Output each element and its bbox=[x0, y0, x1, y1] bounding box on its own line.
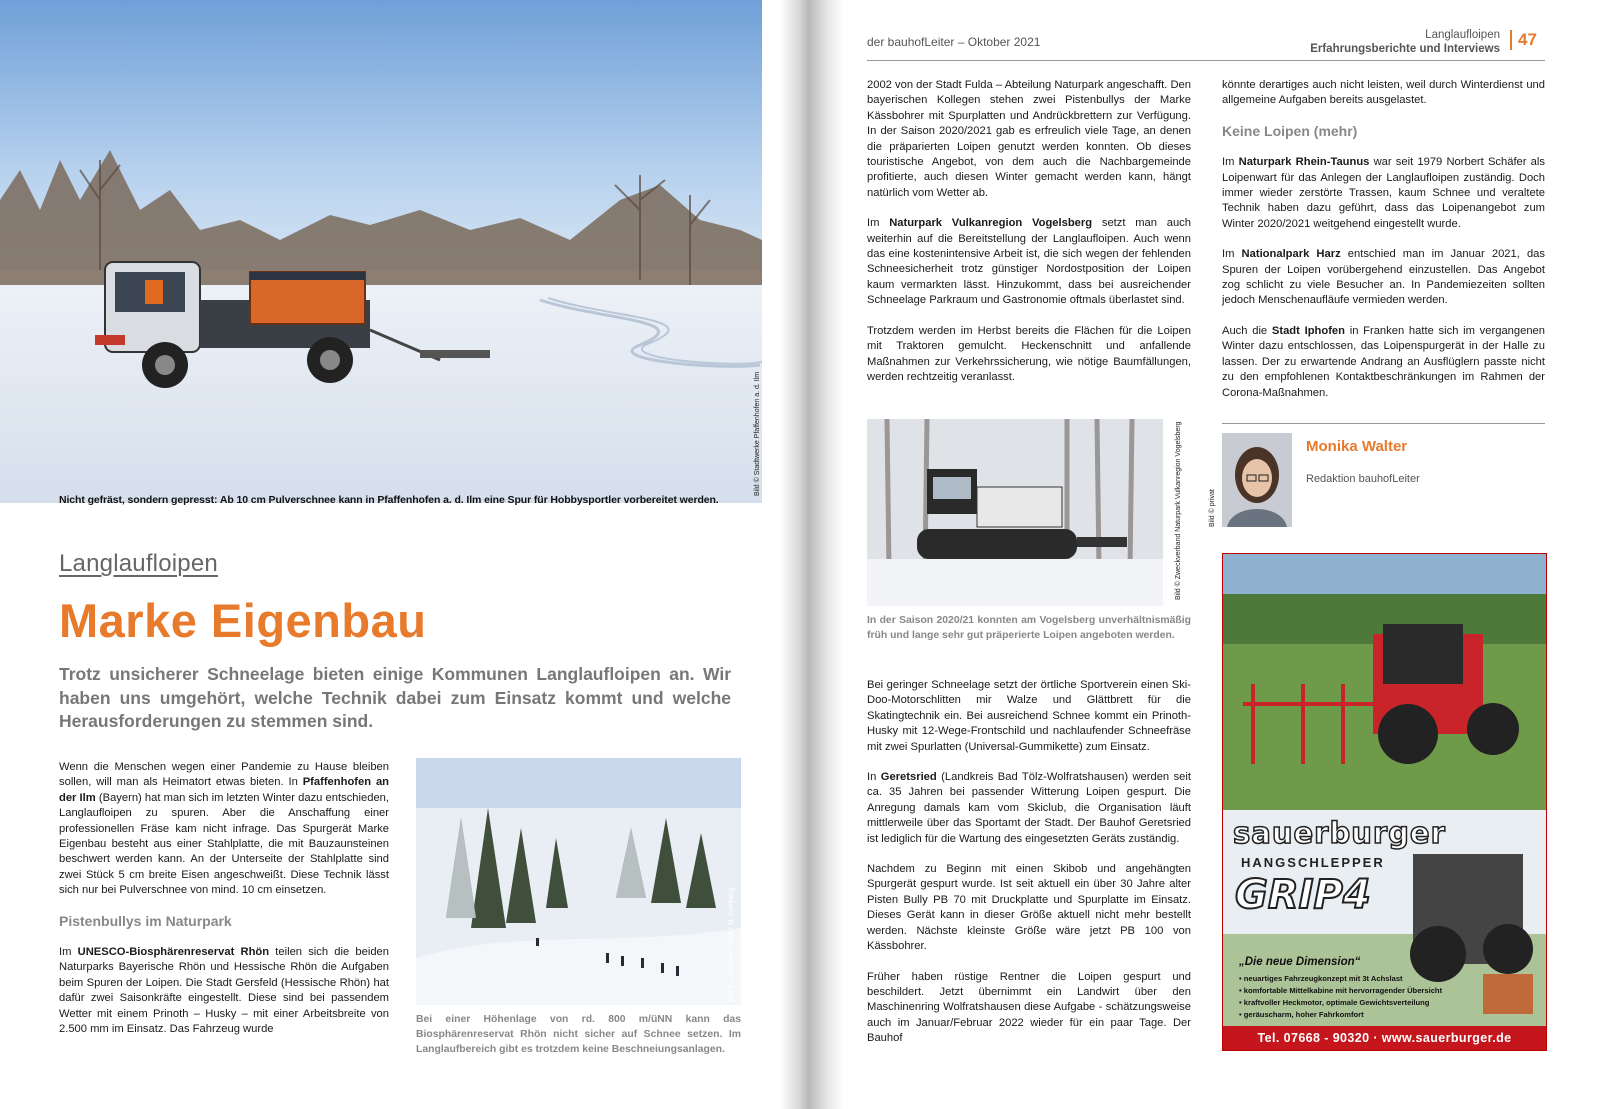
author-credit: Bild © privat bbox=[1209, 489, 1216, 527]
section-title: Langlaufloipen bbox=[1425, 29, 1500, 41]
page-number: 47 bbox=[1510, 30, 1537, 50]
ski-field-photo bbox=[416, 758, 741, 1005]
ad-product: GRIP4 bbox=[1235, 872, 1371, 918]
ad-feature-list bbox=[1239, 973, 1442, 1021]
column-4 bbox=[1222, 78, 1545, 416]
paragraph: Im Naturpark Vulkanregion Vogelsberg setzt man auch weiterhin auf die Bereitstellung der Langlaufloipen. Auch wenn das eine kostenintensive Arbeit ist, die sich wegen der fehlenden Schneesicherheit trotz günstiger Nordostposition der Loipen kaum vermarkten lässt. Hinzukommt, dass bei ausreichender Schneelage Parkraum und Gastronomie oftmals überlastet sind. bbox=[867, 217, 1191, 307]
paragraph: Im Nationalpark Harz entschied man im Januar 2021, das Spuren der Loipen vorübergehend einzustellen. Das Angebot zog schlicht zu viele Besucher an. In Pandemiezeiten sollten jedoch Menschenaufläufe vermieden werden. bbox=[1222, 248, 1545, 307]
paragraph: Im Naturpark Rhein-Taunus war seit 1979 Norbert Schäfer als Loipenwart für das Anlegen der Langlaufloipen zuständig. Doch immer wieder zerstörte Trassen, kaum Schnee und veraltete Technik haben dazu geführt, dass das Loipenangebot zum Winter 2020/2021 weitgehend eingestellt wurde. bbox=[1222, 156, 1545, 230]
author-portrait bbox=[1222, 433, 1292, 527]
hero-photo bbox=[0, 0, 762, 503]
article-lead: Trotz unsicherer Schneelage bieten einige Kommunen Langlaufloipen an. Wir haben uns umgehört, welche Technik dabei zum Einsatz kommt und welche Herausforderungen zu stemmen sind. bbox=[59, 664, 731, 731]
ad-tagline: „Die neue Dimension“ bbox=[1239, 956, 1361, 968]
publication-title: der bauhofLeiter – Oktober 2021 bbox=[867, 35, 1041, 49]
ad-feature: • komfortable Mittelkabine mit hervorragender Übersicht bbox=[1239, 986, 1443, 995]
sauerburger-advertisement[interactable] bbox=[1222, 553, 1547, 1051]
paragraph: Bei geringer Schneelage setzt der örtliche Sportverein einen Ski-Doo-Motorschlitten mir Walze und Glättbrett für die Skatingtechnik ein. Bei ausreichend Schnee kommt ein Prinoth-Husky mit 12-Wege-Frontschild und nachlaufender Schneefräse mit zwei Spurlatten (Universal-Gummikette) zum Einsatz. bbox=[867, 679, 1191, 753]
ad-brand: sauerburger bbox=[1233, 816, 1446, 850]
ad-product-line: HANGSCHLEPPER bbox=[1241, 855, 1385, 870]
ski-field-credit: Bild © Landkreis Fulda / M. Kuhlberg bbox=[728, 887, 735, 1002]
section-header bbox=[1200, 28, 1500, 56]
header-rule bbox=[867, 60, 1545, 61]
author-name: Monika Walter bbox=[1306, 438, 1408, 455]
hero-credit: Bild © Stadtwerke Pfaffenhofen a. d. Ilm bbox=[754, 371, 761, 496]
paragraph: Wenn die Menschen wegen einer Pandemie zu Hause bleiben sollen, will man als Heimatort etwas bieten. In Pfaffenhofen an der Ilm (Bayern) hat man sich im letzten Winter dazu entschieden, Langlaufloipen zu spuren. Aber die Anschaffung einer professionellen Fräse kam nicht infrage. Das Spurgerät Marke Eigenbau besteht aus einer Stahlplatte, die mit Bauzaunsteinen beschwert werden kann. An der Unterseite der Stahlplatte sind zwei Stück 5 cm breite Eisen angeschweißt. Diese Technik lässt sich nur bei Pulverschnee von mind. 10 cm einsetzen. bbox=[59, 761, 390, 897]
paragraph: Trotzdem werden im Herbst bereits die Flächen für die Loipen mit Traktoren gemulcht. Heckenschnitt und anfallende Maßnahmen zur Verkehrssicherung, wie nötige Baumfällungen, werden rechtzeitig veranlasst. bbox=[867, 324, 1191, 383]
column-3-top bbox=[867, 78, 1191, 400]
snow-groomer-caption: In der Saison 2020/21 konnten am Vogelsberg unverhältnismäßig früh und lange sehr gut präperierte Loipen angeboten werden. bbox=[867, 615, 1191, 642]
snow-groomer-photo bbox=[867, 419, 1163, 606]
column-1 bbox=[59, 760, 389, 1053]
article-headline: Marke Eigenbau bbox=[59, 594, 427, 647]
ad-feature: • neuartiges Fahrzeugkonzept mit 3t Achslast bbox=[1239, 974, 1403, 983]
author-rule bbox=[1222, 423, 1545, 424]
paragraph: Im UNESCO-Biosphärenreservat Rhön teilen sich die beiden Naturparks Bayerische Rhön und Hessische Rhön die Aufgaben beim Spuren der Loipen. Die Stadt Gersfeld (Hessische Rhön) hat dafür zwei Saisonkräfte eingestellt. Diese sind bei passendem Wetter mit einem Prinoth – Husky – mit einer Arbeitsbreite von 2.500 mm im Einsatz. Das Fahrzeug wurde bbox=[59, 946, 389, 1036]
section-subtitle: Erfahrungsberichte und Interviews bbox=[1310, 43, 1500, 55]
page-gutter bbox=[780, 0, 844, 1109]
ski-field-caption: Bei einer Höhenlage von rd. 800 m/üNN kann das Biosphärenreservat Rhön nicht sicher auf Schnee setzen. Im Langlaufbereich gibt es trotzdem keine Beschneiungsanlagen. bbox=[416, 1014, 741, 1056]
ad-feature: • geräuscharm, hoher Fahrkomfort bbox=[1239, 1010, 1364, 1019]
subheading: Pistenbullys im Naturpark bbox=[59, 912, 232, 929]
subheading: Keine Loipen (mehr) bbox=[1222, 122, 1358, 139]
paragraph: könnte derartiges auch nicht leisten, weil durch Winterdienst und allgemeine Aufgaben bereits ausgelastet. bbox=[1222, 79, 1545, 107]
ad-feature: • kraftvoller Heckmotor, optimale Gewichtsverteilung bbox=[1239, 998, 1430, 1007]
paragraph: Früher haben rüstige Rentner die Loipen gespurt und beschildert. Jetzt übernimmt ein Landwirt über den Maschinenring Wolfratshausen diese Aufgabe - schätzungsweise auch im Januar/Februar 2022 wieder für ein paar Tage. Der Bauhof bbox=[867, 970, 1191, 1045]
article-kicker: Langlaufloipen bbox=[59, 550, 218, 577]
column-3-bottom bbox=[867, 678, 1191, 1062]
author-role: Redaktion bauhofLeiter bbox=[1306, 473, 1420, 485]
paragraph: 2002 von der Stadt Fulda – Abteilung Naturpark angeschafft. Den bayerischen Kollegen stehen zwei Pistenbullys der Marke Kässbohrer mit Spurplatten und Andrückbrettern zur Verfügung. In der Saison 2020/2021 gab es erfreulich viele Tage, an denen die präparierten Loipen genutzt werden konnten. Ob dieses touristische Angebot, von dem auch die Nachbargemeinde profitierte, auch diesen Winter gemacht werden kann, hängt natürlich vom Wetter ab. bbox=[867, 79, 1191, 199]
snow-groomer-credit: Bild © Zweckverband Naturpark Vulkanregion Vogelsberg bbox=[1175, 421, 1182, 600]
hero-caption: Nicht gefräst, sondern gepresst: Ab 10 cm Pulverschnee kann in Pfaffenhofen a. d. Ilm eine Spur für Hobbysportler vorbereitet werden. bbox=[59, 494, 719, 506]
paragraph: In Geretsried (Landkreis Bad Tölz-Wolfratshausen) werden seit ca. 35 Jahren bei passender Witterung Loipen gespurt. Die Anregung damals kam vom Skiclub, die Organisation läuft mittlerweile über das Sportamt der Stadt. Der Bauhof Geretsried ist lediglich für die Wartung des eingesetzten Geräts zuständig. bbox=[867, 771, 1191, 845]
ad-contact-link[interactable]: Tel. 07668 - 90320 · www.sauerburger.de bbox=[1223, 1026, 1546, 1050]
paragraph: Nachdem zu Beginn mit einen Skibob und angehängten Spurgerät gespurt wurde. Ist seit aktuell ein über 30 Jahre alter Pisten Bully PB 70 mit Druckplatte und Spurplatte im Einsatz. Dieses Gerät kann in dieser Größe aktuell nicht mehr bestellt werden. Nächste kleinste Größe wäre jetzt PB 100 von Kässbohrer. bbox=[867, 863, 1191, 953]
paragraph: Auch die Stadt Iphofen in Franken hatte sich im vergangenen Winter dazu entschlossen, das Loipenspurgerät in der Halle zu lassen. Der zu erwartende Andrang an Ausflüglern passte nicht zu den empfohlenen Kontaktbeschränkungen im Rahmen der Corona-Maßnahmen. bbox=[1222, 324, 1545, 399]
